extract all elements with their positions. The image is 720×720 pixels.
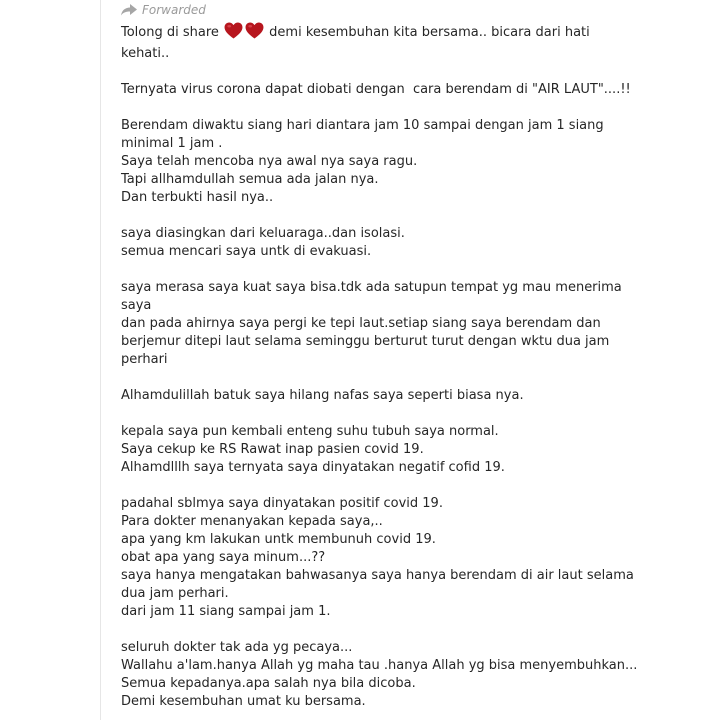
- message-line: saya: [121, 298, 152, 313]
- blank-line: [121, 477, 591, 495]
- message-line: Semua kepadanya.apa salah nya bila dicoba.: [121, 676, 416, 691]
- message-line: Ternyata virus corona dapat diobati dengan cara berendam di "AIR LAUT"....!!: [121, 82, 631, 97]
- blank-line: [121, 207, 591, 225]
- blank-line: [121, 369, 591, 387]
- heart-emoji-icon: [245, 22, 264, 45]
- message-line: dan pada ahirnya saya pergi ke tepi laut.setiap siang saya berendam dan: [121, 316, 601, 331]
- message-line: obat apa yang saya minum...??: [121, 550, 326, 565]
- blank-line: [121, 63, 591, 81]
- blank-line: [121, 261, 591, 279]
- message-line: kehati..: [121, 46, 170, 61]
- message-line: saya hanya mengatakan bahwasanya saya hanya berendam di air laut selama: [121, 568, 634, 583]
- blank-line: [121, 405, 591, 423]
- message-line: semua mencari saya untk di evakuasi.: [121, 244, 372, 259]
- message-line: apa yang km lakukan untk membunuh covid 19.: [121, 532, 436, 547]
- heart-emoji-icon: [224, 22, 243, 45]
- message-line: dua jam perhari.: [121, 586, 229, 601]
- message-line: Dan terbukti hasil nya..: [121, 190, 274, 205]
- message-line: Tapi allhamdullah semua ada jalan nya.: [121, 172, 379, 187]
- message-line: minimal 1 jam .: [121, 136, 223, 151]
- message-line: perhari: [121, 352, 168, 367]
- message-line: Berendam diwaktu siang hari diantara jam 10 sampai dengan jam 1 siang: [121, 118, 604, 133]
- message-line: saya merasa saya kuat saya bisa.tdk ada satupun tempat yg mau menerima: [121, 280, 622, 295]
- forwarded-indicator: [121, 3, 206, 17]
- blank-line: [121, 99, 591, 117]
- message-line: berjemur ditepi laut selama seminggu berturut turut dengan wktu dua jam: [121, 334, 610, 349]
- message-text-segment: demi kesembuhan kita bersama.. bicara dari hati: [265, 25, 590, 40]
- forwarded-label: Forwarded: [142, 3, 206, 17]
- message-line: Wallahu a'lam.hanya Allah yg maha tau .hanya Allah yg bisa menyembuhkan...: [121, 658, 638, 673]
- message-text: [121, 22, 638, 711]
- message-line: seluruh dokter tak ada yg pecaya...: [121, 640, 353, 655]
- message-line: kepala saya pun kembali enteng suhu tubuh saya normal.: [121, 424, 499, 439]
- message-line: padahal sblmya saya dinyatakan positif covid 19.: [121, 496, 443, 511]
- blank-line: [121, 621, 591, 639]
- message-text-segment: Tolong di share: [121, 25, 224, 40]
- message-line: dari jam 11 siang sampai jam 1.: [121, 604, 331, 619]
- message-line: Saya telah mencoba nya awal nya saya ragu.: [121, 154, 418, 169]
- message-line: Demi kesembuhan umat ku bersama.: [121, 694, 366, 709]
- message-line: Saya cekup ke RS Rawat inap pasien covid 19.: [121, 442, 424, 457]
- message-line: Alhamdulillah batuk saya hilang nafas saya seperti biasa nya.: [121, 388, 524, 403]
- message-bubble-edge: [100, 0, 101, 720]
- message-line: Para dokter menanyakan kepada saya,..: [121, 514, 383, 529]
- forward-arrow-icon: [121, 4, 137, 16]
- message-line: Alhamdlllh saya ternyata saya dinyatakan negatif cofid 19.: [121, 460, 505, 475]
- message-line: saya diasingkan dari keluaraga..dan isolasi.: [121, 226, 405, 241]
- message-line: [121, 22, 591, 45]
